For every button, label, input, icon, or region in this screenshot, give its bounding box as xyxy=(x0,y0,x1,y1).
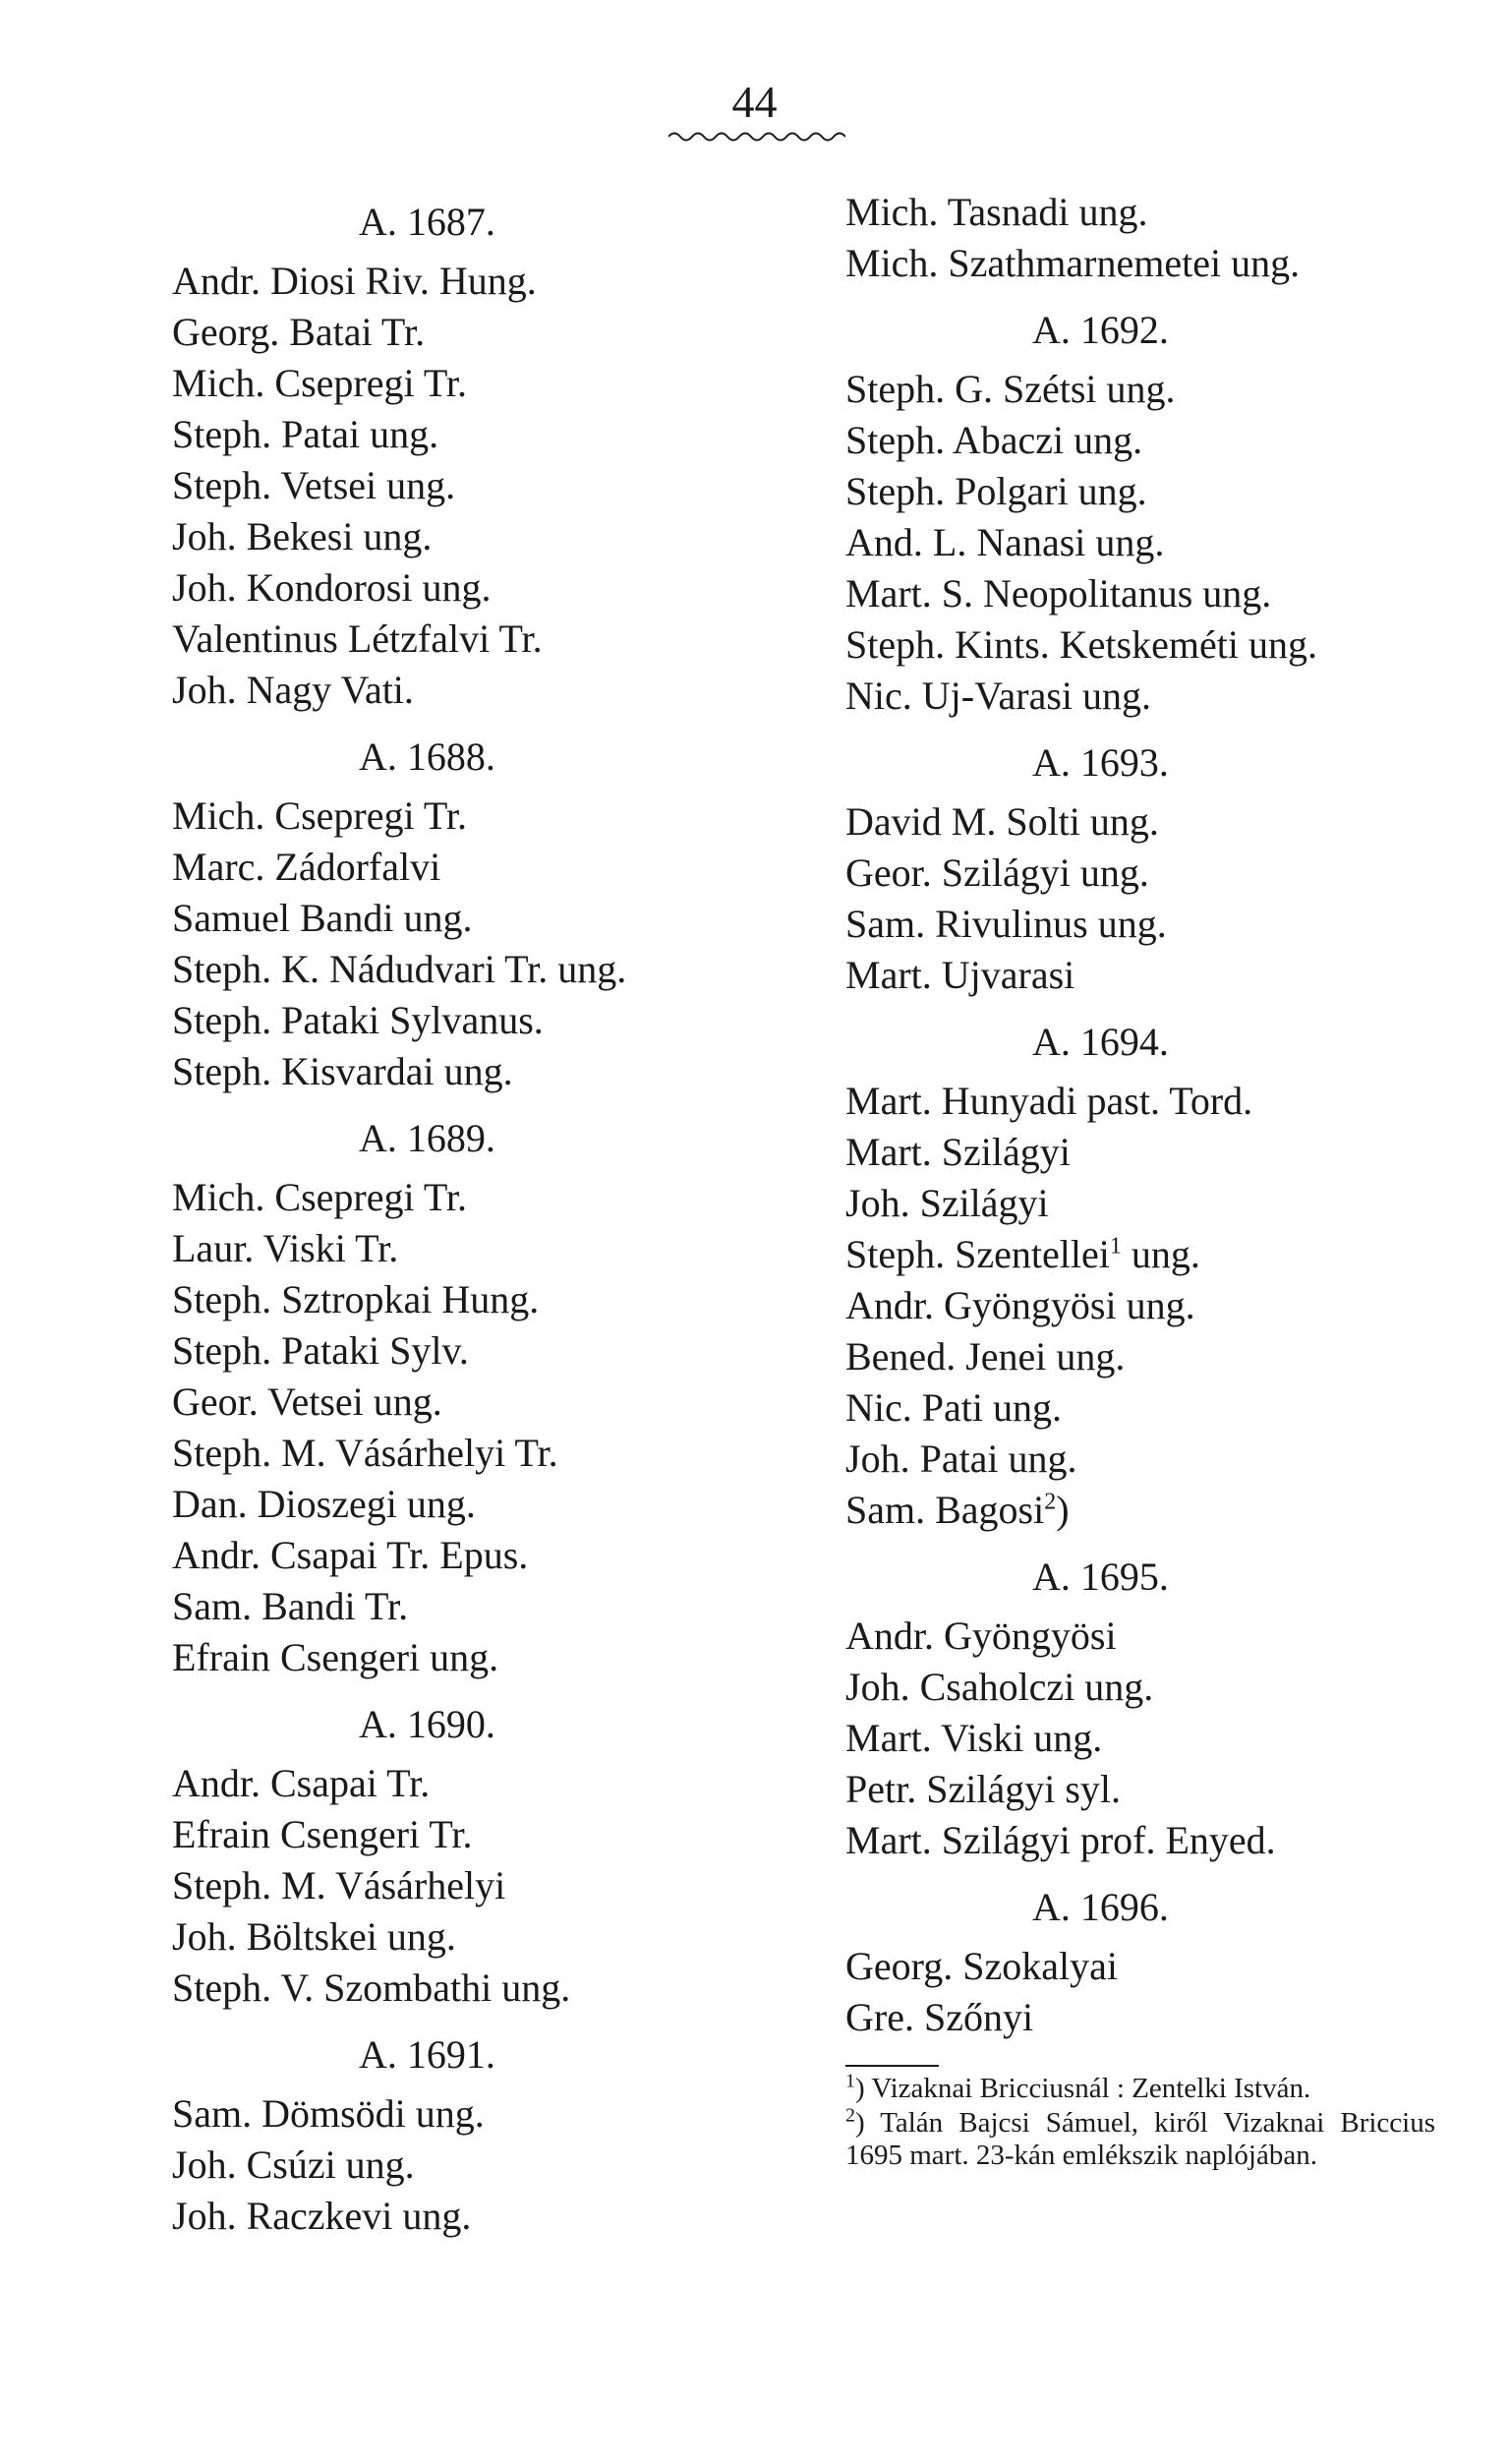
footnote-reference: 1 xyxy=(1109,1233,1122,1260)
list-item: Mart. S. Neopolitanus ung. xyxy=(845,571,1272,616)
list-item: Mart. Szilágyi prof. Enyed. xyxy=(845,1818,1276,1862)
year-heading: A. 1694. xyxy=(1032,1020,1169,1064)
footnote-mark: 1 xyxy=(845,2070,855,2092)
list-item: Georg. Szokalyai xyxy=(845,1944,1118,1988)
list-item: Mart. Szilágyi xyxy=(845,1130,1071,1174)
list-item: Mich. Csepregi Tr. xyxy=(172,793,468,838)
year-section xyxy=(845,737,1435,1001)
list-item: Mart. Hunyadi past. Tord. xyxy=(845,1079,1253,1123)
year-heading: A. 1691. xyxy=(359,2032,495,2077)
list-item: Steph. Pataki Sylvanus. xyxy=(172,998,544,1042)
year-section xyxy=(845,1552,1435,1866)
list-item: Sam. Dömsödi ung. xyxy=(172,2091,485,2136)
list-item: Gre. Szőnyi xyxy=(845,1995,1034,2039)
list-item: Geor. Szilágyi ung. xyxy=(845,851,1149,895)
year-heading: A. 1690. xyxy=(359,1702,495,1746)
list-item: Steph. V. Szombathi ung. xyxy=(172,1965,571,2010)
footnote-text: ) Vizaknai Bricciusnál : Zentelki István. xyxy=(855,2073,1311,2104)
list-item: Valentinus Létzfalvi Tr. xyxy=(172,616,543,661)
list-item: Andr. Gyöngyösi ung. xyxy=(845,1283,1195,1327)
list-item: Marc. Zádorfalvi xyxy=(172,845,441,889)
list-item: Petr. Szilágyi syl. xyxy=(845,1767,1121,1811)
year-heading: A. 1688. xyxy=(359,734,495,779)
list-item: Mich. Tasnadi ung. xyxy=(845,190,1148,234)
list-item: David M. Solti ung. xyxy=(845,799,1159,844)
year-heading: A. 1695. xyxy=(1032,1555,1169,1599)
year-heading: A. 1692. xyxy=(1032,308,1169,352)
list-item: Mich. Szathmarnemetei ung. xyxy=(845,241,1301,285)
list-item: Steph. G. Szétsi ung. xyxy=(845,367,1176,411)
footnote-mark: 2 xyxy=(845,2104,855,2127)
list-item: Geor. Vetsei ung. xyxy=(172,1379,442,1424)
year-heading: A. 1687. xyxy=(359,200,495,244)
list-item: Efrain Csengeri Tr. xyxy=(172,1812,473,1856)
list-item: Steph. Abaczi ung. xyxy=(845,418,1143,462)
footnotes xyxy=(845,2070,1435,2172)
year-section xyxy=(845,1882,1435,2043)
list-item: Steph. Sztropkai Hung. xyxy=(172,1277,540,1321)
year-section xyxy=(845,1017,1435,1536)
page-number: 44 xyxy=(731,77,778,127)
entry-suffix: ung. xyxy=(1121,1232,1200,1276)
list-item: Steph. M. Vásárhelyi Tr. xyxy=(172,1431,558,1475)
list-item: Joh. Böltskei ung. xyxy=(172,1914,456,1959)
list-item: Steph. Pataki Sylv. xyxy=(172,1328,469,1373)
footnote-reference: 2 xyxy=(1044,1489,1057,1515)
footnote-divider xyxy=(845,2065,939,2067)
year-section xyxy=(172,1113,723,1683)
list-item: And. L. Nanasi ung. xyxy=(845,520,1165,564)
list-item: Mich. Csepregi Tr. xyxy=(172,1175,468,1219)
year-heading: A. 1689. xyxy=(359,1116,495,1160)
list-item: Andr. Csapai Tr. Epus. xyxy=(172,1533,529,1577)
year-section xyxy=(172,1699,723,2014)
list-item: Steph. Kisvardai ung. xyxy=(172,1049,513,1093)
list-item: Laur. Viski Tr. xyxy=(172,1226,399,1270)
list-item: Samuel Bandi ung. xyxy=(172,896,473,940)
list-item: Bened. Jenei ung. xyxy=(845,1334,1126,1379)
list-item: Mart. Ujvarasi xyxy=(845,953,1075,997)
entry-suffix: ) xyxy=(1056,1488,1070,1532)
year-section xyxy=(845,305,1435,722)
list-item: Efrain Csengeri ung. xyxy=(172,1635,499,1679)
list-item: Mart. Viski ung. xyxy=(845,1716,1103,1760)
year-section xyxy=(172,732,723,1097)
list-item: Joh. Kondorosi ung. xyxy=(172,565,492,610)
list-item: Mich. Csepregi Tr. xyxy=(172,361,468,405)
list-item: Nic. Pati ung. xyxy=(845,1385,1062,1430)
list-item: Andr. Gyöngyösi xyxy=(845,1613,1117,1658)
footnote-text: ) Talán Bajcsi Sámuel, kiről Vizaknai Briccius 1695 mart. 23-kán emlékszik naplójában. xyxy=(845,2107,1435,2171)
year-heading: A. 1693. xyxy=(1032,740,1169,785)
list-item: Steph. Polgari ung. xyxy=(845,469,1147,513)
list-item: Joh. Nagy Vati. xyxy=(172,668,414,712)
year-section xyxy=(172,197,723,716)
list-item: Joh. Szilágyi xyxy=(845,1181,1049,1225)
list-item: Andr. Diosi Riv. Hung. xyxy=(172,259,537,303)
footnote xyxy=(845,2070,1435,2105)
list-item: Steph. Patai ung. xyxy=(172,412,439,456)
right-column xyxy=(845,187,1435,2174)
list-item: Sam. Rivulinus ung. xyxy=(845,902,1167,946)
list-item: Dan. Dioszegi ung. xyxy=(172,1482,476,1526)
list-item: Andr. Csapai Tr. xyxy=(172,1761,431,1805)
entry-text: Sam. Bagosi xyxy=(845,1488,1045,1532)
list-item: Steph. M. Vásárhelyi xyxy=(172,1863,506,1907)
list-item xyxy=(845,1229,1435,1280)
list-item: Joh. Csúzi ung. xyxy=(172,2142,415,2187)
list-item xyxy=(845,1485,1435,1536)
year-section xyxy=(172,2029,723,2242)
list-item: Steph. K. Nádudvari Tr. ung. xyxy=(172,947,627,991)
wavy-rule-ornament xyxy=(668,130,845,144)
list-item: Joh. Raczkevi ung. xyxy=(172,2194,472,2238)
left-column xyxy=(172,187,723,2242)
list-item: Joh. Csaholczi ung. xyxy=(845,1665,1154,1709)
footnote xyxy=(845,2104,1435,2172)
list-item: Sam. Bandi Tr. xyxy=(172,1584,409,1628)
list-item: Joh. Patai ung. xyxy=(845,1437,1077,1481)
list-item: Steph. Kints. Ketskeméti ung. xyxy=(845,622,1317,667)
list-item: Steph. Vetsei ung. xyxy=(172,463,456,507)
list-item: Joh. Bekesi ung. xyxy=(172,514,433,558)
list-item: Georg. Batai Tr. xyxy=(172,310,426,354)
year-heading: A. 1696. xyxy=(1032,1885,1169,1929)
continued-entries xyxy=(845,187,1435,289)
list-item: Nic. Uj-Varasi ung. xyxy=(845,674,1152,718)
entry-text: Steph. Szentellei xyxy=(845,1232,1110,1276)
